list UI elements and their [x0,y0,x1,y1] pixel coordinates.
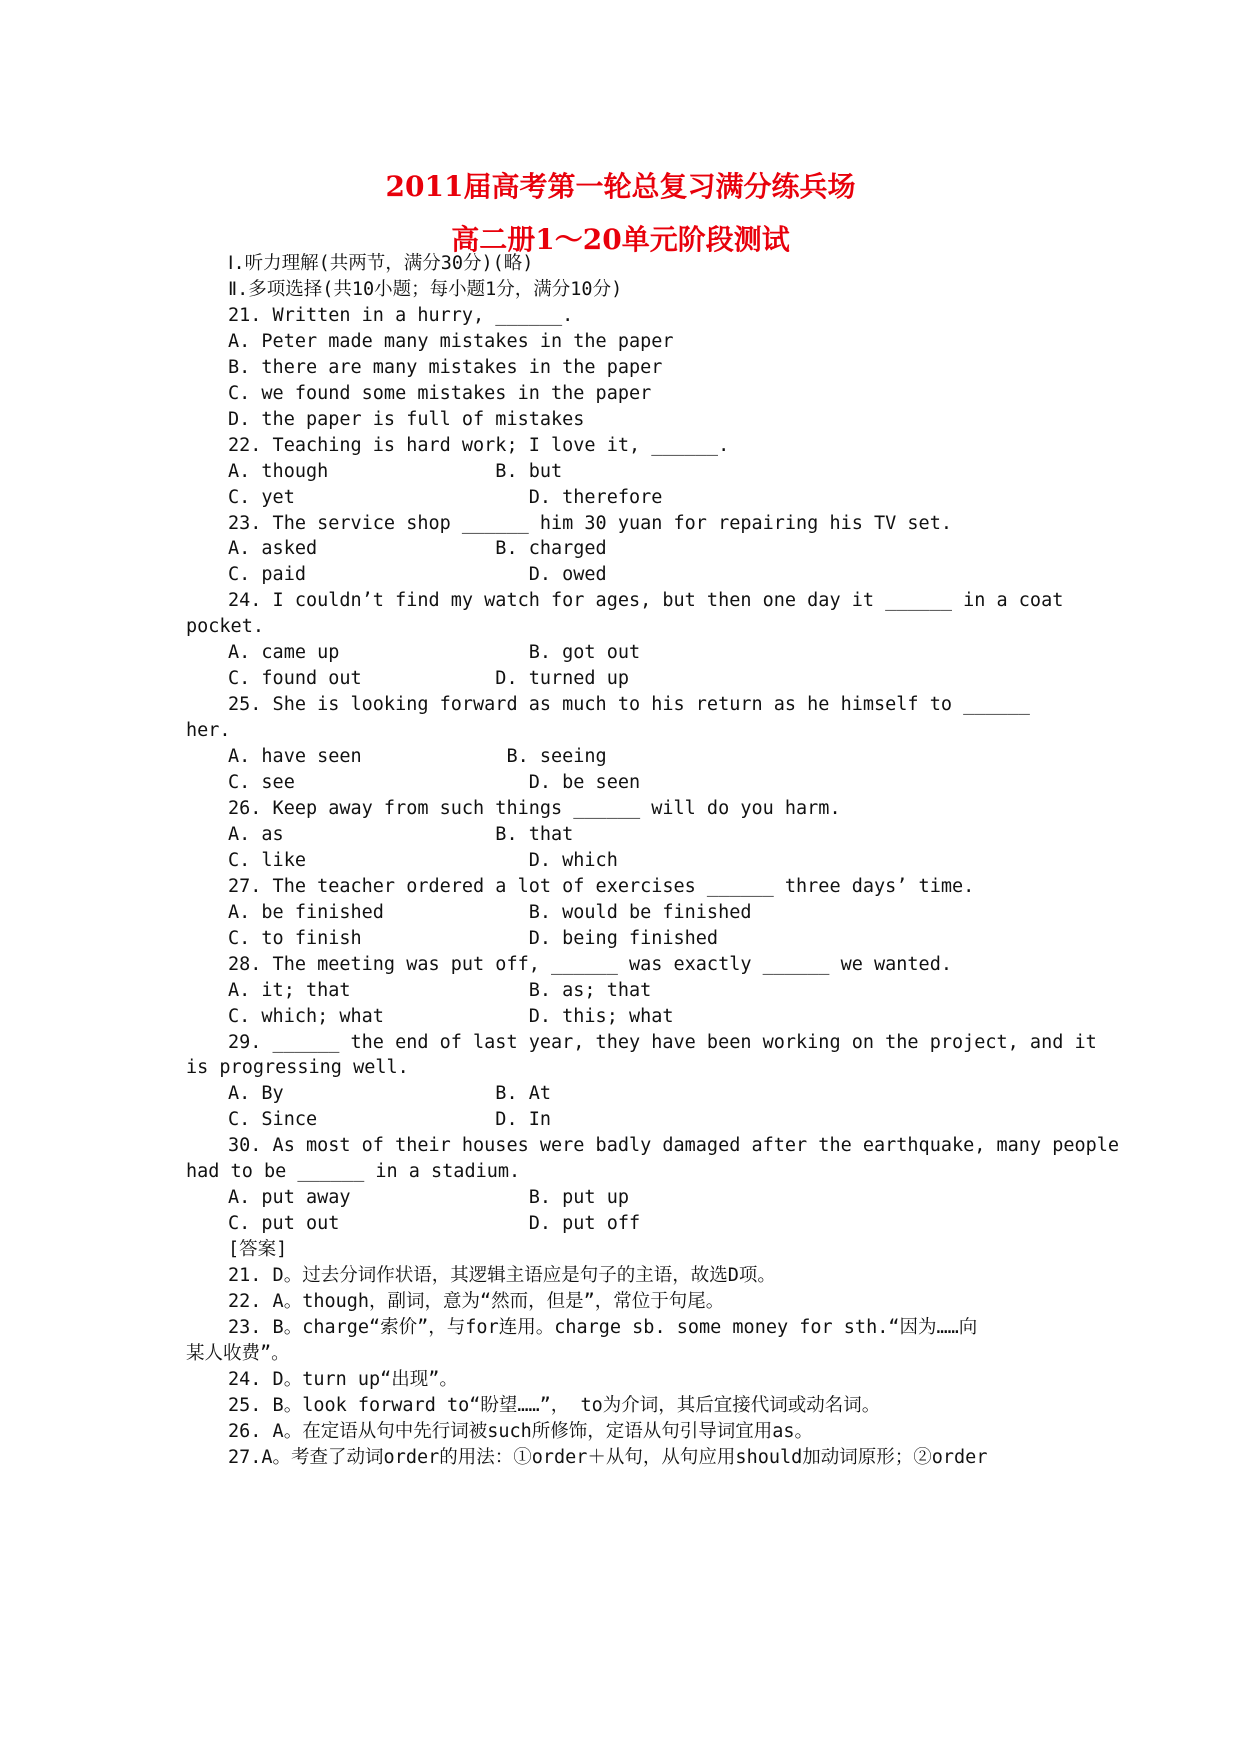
text-line: C. like D. which [228,849,618,871]
text-line: her. [186,720,231,742]
text-line: A. as B. that [228,823,574,845]
text-line: 22. Teaching is hard work; I love it, ______. [228,434,730,456]
text-line: 25. She is looking forward as much to his return as he himself to ______ [228,694,1030,716]
text-line: 25. B。look forward to“盼望……”， to为介词，其后宜接代词或动名词。 [228,1394,881,1416]
text-line: D. the paper is full of mistakes [228,408,585,430]
text-line: B. there are many mistakes in the paper [228,356,663,378]
doc-title: 2011届高考第一轮总复习满分练兵场 [385,170,856,203]
text-line: had to be ______ in a stadium. [186,1161,521,1183]
text-line: C. we found some mistakes in the paper [228,382,652,404]
text-line: 27. The teacher ordered a lot of exercises ______ three days’ time. [228,875,975,897]
text-line: 24. D。turn up“出现”。 [228,1368,458,1390]
text-line: A. be finished B. would be finished [228,901,752,923]
text-line: 24. I couldn’t find my watch for ages, but then one day it ______ in a coat [228,590,1064,612]
text-line: 某人收费”。 [186,1342,290,1364]
text-line: A. put away B. put up [228,1187,629,1209]
text-line: C. Since D. In [228,1109,552,1131]
text-line: [答案] [228,1239,288,1261]
doc-subtitle: 高二册1～20单元阶段测试 [451,223,790,256]
text-line: C. which; what D. this; what [228,1005,674,1027]
text-line: Ⅱ.多项选择(共10小题；每小题1分，满分10分) [228,278,623,300]
text-line: 23. The service shop ______ him 30 yuan for repairing his TV set. [228,512,952,534]
text-line: 26. A。在定语从句中先行词被such所修饰，定语从句引导词宜用as。 [228,1420,814,1442]
text-line: Ⅰ.听力理解(共两节，满分30分)(略) [228,253,534,274]
text-line: is progressing well. [186,1057,409,1079]
text-line: C. found out D. turned up [228,668,629,690]
text-line: 30. As most of their houses were badly damaged after the earthquake, many people [228,1135,1120,1157]
text-line: 22. A。though，副词，意为“然而，但是”，常位于句尾。 [228,1291,725,1312]
text-line: C. paid D. owed [228,564,607,586]
text-line: 21. D。过去分词作状语，其逻辑主语应是句子的主语，故选D项。 [228,1265,776,1287]
text-line: C. yet D. therefore [228,486,663,508]
text-line: A. it; that B. as; that [228,979,652,1001]
text-line: 21. Written in a hurry, ______. [228,304,574,326]
text-line: 26. Keep away from such things ______ will do you harm. [228,797,841,819]
text-line: A. By B. At [228,1083,552,1105]
text-line: A. have seen B. seeing [228,746,607,768]
text-line: A. Peter made many mistakes in the paper [228,330,674,352]
text-line: 29. ______ the end of last year, they have been working on the project, and it [228,1031,1097,1053]
text-line: A. asked B. charged [228,538,607,560]
text-line: C. put out D. put off [228,1213,641,1235]
text-line: C. see D. be seen [228,772,641,793]
text-line: 23. B。charge“索价”，与for连用。charge sb. some money for sth.“因为……向 [228,1316,978,1338]
text-line: A. though B. but [228,460,563,482]
text-line: A. came up B. got out [228,642,641,664]
text-line: 27.A。考查了动词order的用法：①order＋从句，从句应用should加动词原形；②order [228,1446,988,1468]
text-line: 28. The meeting was put off, ______ was exactly ______ we wanted. [228,953,952,975]
text-line: C. to finish D. being finished [228,927,719,949]
text-line: pocket. [186,616,264,638]
